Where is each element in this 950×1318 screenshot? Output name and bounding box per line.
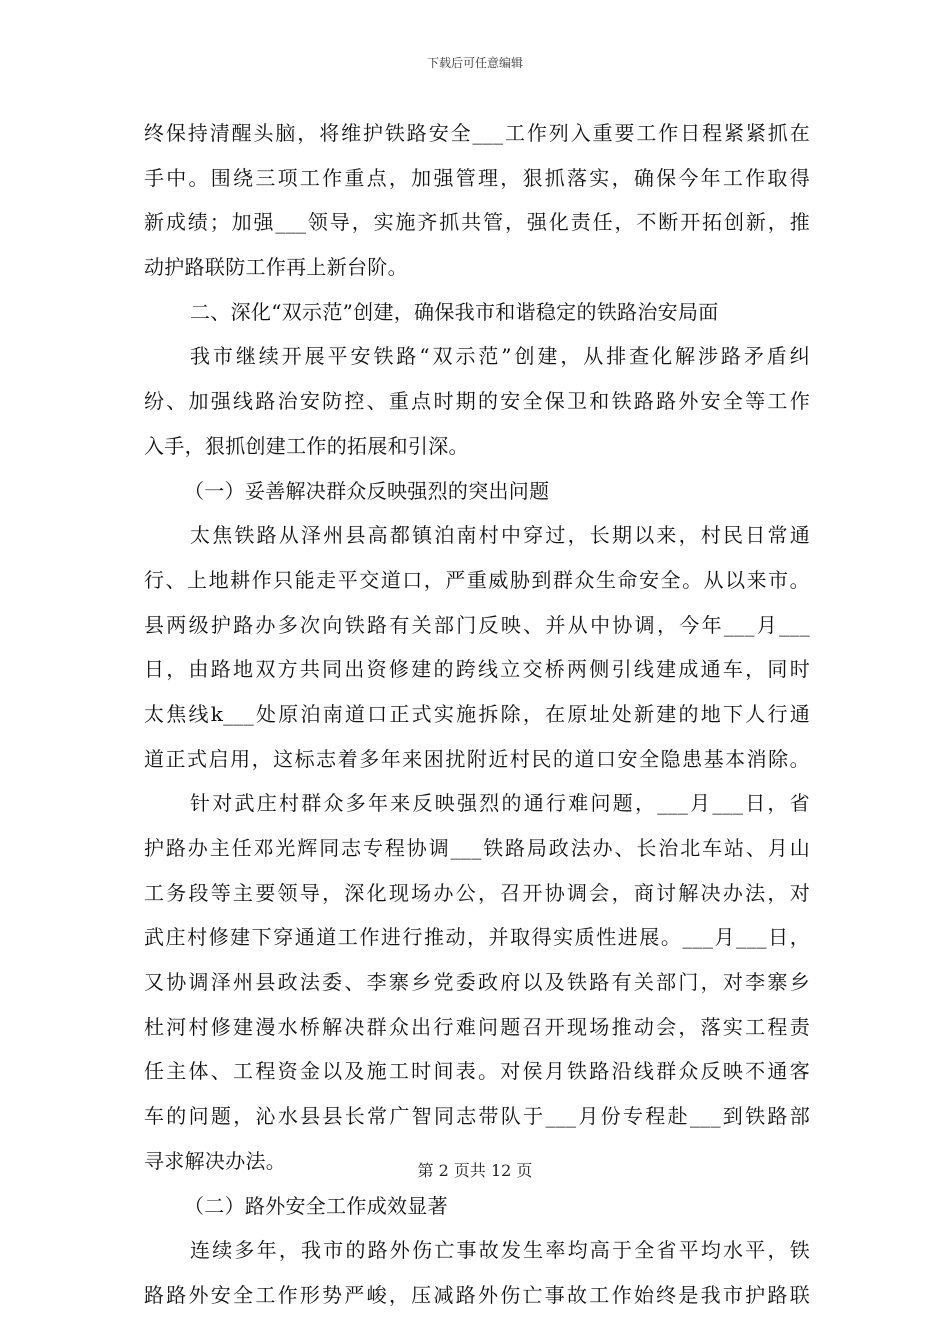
body-line: 太焦铁路从泽州县高都镇泊南村中穿过，长期以来，村民日常通 <box>190 523 810 548</box>
body-line: 日，由路地双方共同出资修建的跨线立交桥两侧引线建成通车，同时 <box>144 657 810 682</box>
body-line: 武庄村修建下穿通道工作进行推动，并取得实质性进展。___月___日， <box>144 925 810 950</box>
body-line: 护路办主任邓光辉同志专程协调___铁路局政法办、长治北车站、月山 <box>144 836 810 860</box>
body-line: 杜河村修建漫水桥解决群众出行难问题召开现场推动会，落实工程责 <box>144 1014 810 1039</box>
body-line: 入手，狠抓创建工作的拓展和引深。 <box>144 433 469 458</box>
body-line: 任主体、工程资金以及施工时间表。对侯月铁路沿线群众反映不通客 <box>144 1059 810 1084</box>
body-line: 新成绩；加强___领导，实施齐抓共管，强化责任，不断开拓创新，推 <box>144 210 810 235</box>
body-line: 动护路联防工作再上新台阶。 <box>144 255 408 280</box>
body-line: 行、上地耕作只能走平交道口，严重威胁到群众生命安全。从以来市。 <box>144 567 810 592</box>
body-line: 又协调泽州县政法委、李寨乡党委政府以及铁路有关部门，对李寨乡 <box>144 970 810 995</box>
body-line: 寻求解决办法。 <box>144 1148 287 1173</box>
section-heading: 二、深化“双示范”创建，确保我市和谐稳定的铁路治安局面 <box>190 299 719 324</box>
body-line: 太焦线k___处原泊南道口正式实施拆除，在原址处新建的地下人行通 <box>144 701 810 726</box>
body-line: 手中。围绕三项工作重点，加强管理，狠抓落实，确保今年工作取得 <box>144 165 810 190</box>
body-line: 路路外安全工作形势严峻，压减路外伤亡事故工作始终是我市护路联 <box>144 1282 810 1307</box>
body-line: 终保持清醒头脑，将维护铁路安全___工作列入重要工作日程紧紧抓在 <box>144 121 810 145</box>
body-line: 连续多年，我市的路外伤亡事故发生率均高于全省平均水平，铁 <box>190 1238 810 1263</box>
subsection-heading: （二）路外安全工作成效显著 <box>184 1193 448 1218</box>
body-line: 道正式启用，这标志着多年来困扰附近村民的道口安全隐患基本消除。 <box>144 746 810 771</box>
body-line: 针对武庄村群众多年来反映强烈的通行难问题，___月___日，省 <box>190 791 810 816</box>
page-footer: 第 2 页共 12 页 <box>417 1161 533 1180</box>
document-body <box>144 111 810 1318</box>
body-line: 我市继续开展平安铁路“双示范”创建，从排查化解涉路矛盾纠 <box>190 344 810 369</box>
body-line: 工务段等主要领导，深化现场办公，召开协调会，商讨解决办法，对 <box>144 880 810 905</box>
body-line: 纷、加强线路治安防控、重点时期的安全保卫和铁路路外安全等工作 <box>144 389 810 414</box>
page-header: 下载后可任意编辑 <box>426 56 523 70</box>
subsection-heading: （一）妥善解决群众反映强烈的突出问题 <box>184 478 550 503</box>
body-line: 车的问题，沁水县县长常广智同志带队于___月份专程赴___到铁路部 <box>144 1104 810 1129</box>
body-line: 县两级护路办多次向铁路有关部门反映、并从中协调，今年___月___ <box>144 612 810 637</box>
